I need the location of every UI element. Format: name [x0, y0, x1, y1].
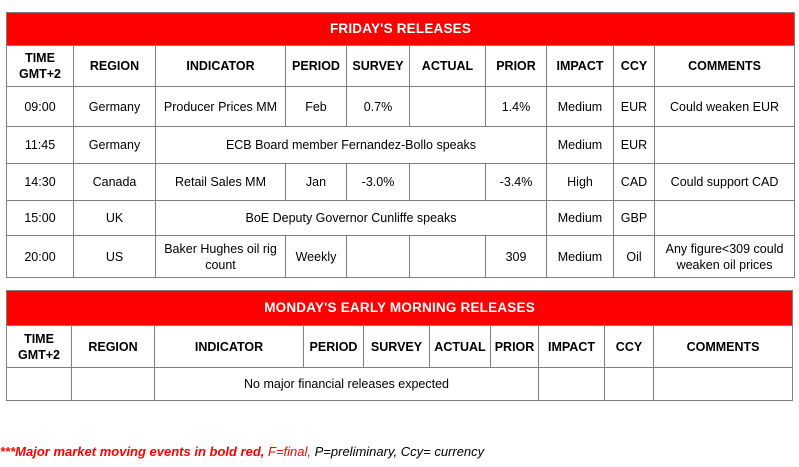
- cell-indicator: Retail Sales MM: [156, 164, 286, 201]
- cell-period: Feb: [286, 87, 347, 127]
- cell-comments: Any figure<309 could weaken oil prices: [655, 236, 795, 278]
- cell-comments: [654, 368, 793, 401]
- cell-region: Canada: [74, 164, 156, 201]
- cell-actual: [410, 87, 486, 127]
- cell-indicator: Producer Prices MM: [156, 87, 286, 127]
- cell-event: ECB Board member Fernandez-Bollo speaks: [156, 127, 547, 164]
- table-row: [7, 201, 795, 236]
- cell-survey: 0.7%: [347, 87, 410, 127]
- cell-time: [7, 368, 72, 401]
- cell-ccy: GBP: [614, 201, 655, 236]
- cell-time: 20:00: [7, 236, 74, 278]
- table-row: [7, 127, 795, 164]
- cell-impact: Medium: [547, 87, 614, 127]
- cell-impact: Medium: [547, 127, 614, 164]
- header-actual: ACTUAL: [410, 46, 486, 87]
- monday-header-row: [7, 326, 793, 368]
- header-period: PERIOD: [304, 326, 364, 368]
- cell-time: 14:30: [7, 164, 74, 201]
- cell-region: Germany: [74, 127, 156, 164]
- cell-time: 15:00: [7, 201, 74, 236]
- header-comments: COMMENTS: [654, 326, 793, 368]
- cell-survey: [347, 236, 410, 278]
- cell-ccy: EUR: [614, 127, 655, 164]
- cell-impact: High: [547, 164, 614, 201]
- cell-ccy: CAD: [614, 164, 655, 201]
- monday-title: MONDAY'S EARLY MORNING RELEASES: [7, 291, 793, 326]
- cell-impact: Medium: [547, 236, 614, 278]
- header-region: REGION: [74, 46, 156, 87]
- cell-comments: Could weaken EUR: [655, 87, 795, 127]
- header-impact: IMPACT: [547, 46, 614, 87]
- cell-impact: [539, 368, 605, 401]
- friday-header-row: [7, 46, 795, 87]
- friday-title: FRIDAY'S RELEASES: [7, 13, 795, 46]
- cell-region: [72, 368, 155, 401]
- header-prior: PRIOR: [486, 46, 547, 87]
- cell-region: Germany: [74, 87, 156, 127]
- cell-actual: [410, 164, 486, 201]
- header-prior: PRIOR: [491, 326, 539, 368]
- cell-period: Weekly: [286, 236, 347, 278]
- cell-actual: [410, 236, 486, 278]
- cell-time: 09:00: [7, 87, 74, 127]
- header-indicator: INDICATOR: [156, 46, 286, 87]
- footnote-final: F=final,: [264, 444, 312, 459]
- cell-prior: 309: [486, 236, 547, 278]
- header-ccy: CCY: [614, 46, 655, 87]
- header-survey: SURVEY: [364, 326, 430, 368]
- table-row: [7, 164, 795, 201]
- cell-comments: Could support CAD: [655, 164, 795, 201]
- header-survey: SURVEY: [347, 46, 410, 87]
- header-time: TIME GMT+2: [7, 326, 72, 368]
- footnote: [0, 444, 484, 459]
- table-row: [7, 368, 793, 401]
- cell-impact: Medium: [547, 201, 614, 236]
- cell-indicator: Baker Hughes oil rig count: [156, 236, 286, 278]
- cell-region: US: [74, 236, 156, 278]
- no-releases-message: No major financial releases expected: [155, 368, 539, 401]
- cell-ccy: [605, 368, 654, 401]
- header-impact: IMPACT: [539, 326, 605, 368]
- header-ccy: CCY: [605, 326, 654, 368]
- friday-releases-table: [6, 12, 795, 278]
- monday-releases-table: [6, 290, 793, 401]
- cell-event: BoE Deputy Governor Cunliffe speaks: [156, 201, 547, 236]
- cell-ccy: Oil: [614, 236, 655, 278]
- header-comments: COMMENTS: [655, 46, 795, 87]
- cell-comments: [655, 127, 795, 164]
- header-actual: ACTUAL: [430, 326, 491, 368]
- header-indicator: INDICATOR: [155, 326, 304, 368]
- footnote-major-events: ***Major market moving events in bold red,: [0, 444, 265, 459]
- header-time: TIME GMT+2: [7, 46, 74, 87]
- cell-region: UK: [74, 201, 156, 236]
- header-region: REGION: [72, 326, 155, 368]
- cell-survey: -3.0%: [347, 164, 410, 201]
- cell-ccy: EUR: [614, 87, 655, 127]
- footnote-rest: P=preliminary, Ccy= currency: [311, 444, 485, 459]
- cell-period: Jan: [286, 164, 347, 201]
- cell-time: 11:45: [7, 127, 74, 164]
- cell-prior: -3.4%: [486, 164, 547, 201]
- table-row: [7, 87, 795, 127]
- cell-comments: [655, 201, 795, 236]
- header-period: PERIOD: [286, 46, 347, 87]
- cell-prior: 1.4%: [486, 87, 547, 127]
- table-row: [7, 236, 795, 278]
